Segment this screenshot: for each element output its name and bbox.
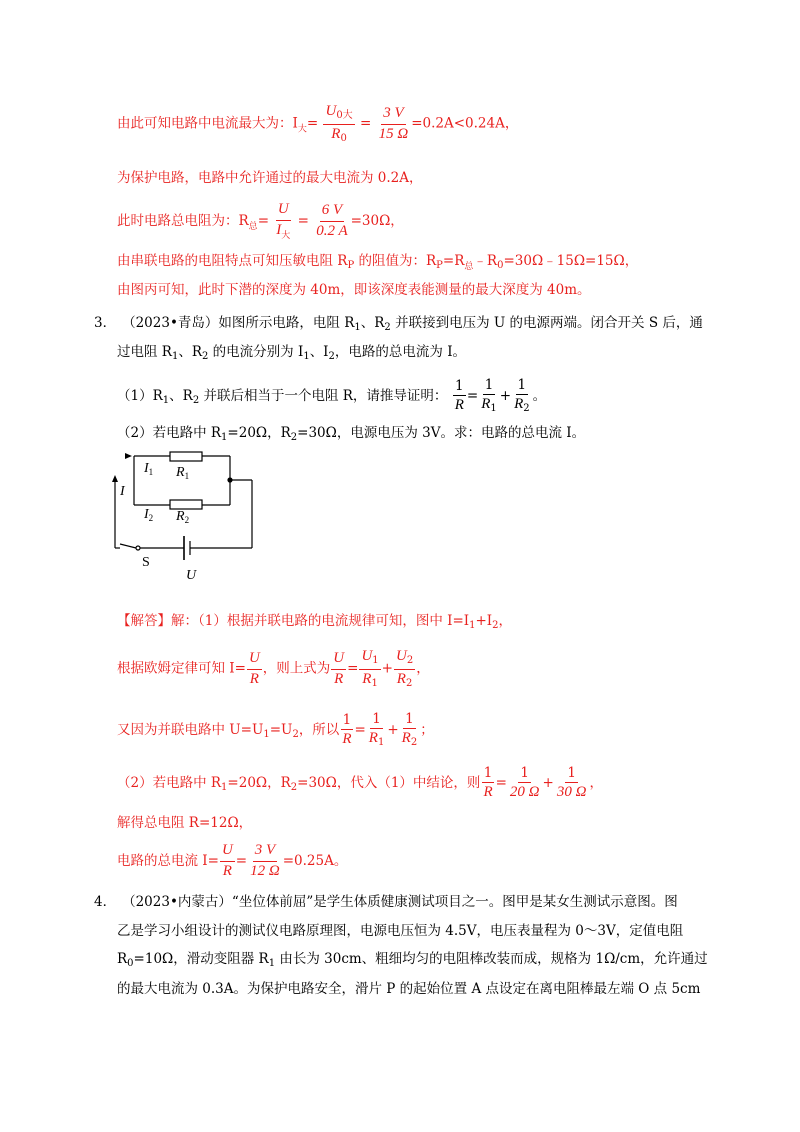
- fraction-u0-over-r0: $\frac{U_{0大}}{R_0}$: [325, 103, 353, 144]
- fraction-3v-over-15ohm: $\frac{3 V}{15 \Omega}$: [378, 104, 409, 142]
- answer3-line-1: 【解答】解：（1）根据并联电路的电流规律可知，图中 $I=I_1+I_2$，: [117, 613, 513, 631]
- answer3-line-2: 根据欧姆定律可知 I= $\frac{U}{R}$ ，则上式为 $\frac{U}{R}$ = $\frac{U_1}{R_1}$ + $\frac{U_2}{R_2}$ ，: [117, 648, 430, 689]
- label-s: S: [142, 555, 150, 570]
- prev-solution-line-5: 由图丙可知，此时下潜的深度为 40m，即该深度表能测量的最大深度为 40m。: [117, 282, 591, 298]
- prev-solution-line-3: 此时电路总电阻为：$R_总=$ $\frac{U}{I_大}$ = $\frac{6 V}{0.2 A}$ =30Ω，: [117, 201, 404, 241]
- q4-line-3: $R_0=10\Omega$，滑动变阻器 $R_1$ 由长为 30cm、粗细均匀的电阻棒改装而成，规格为 1Ω/cm，允许通过: [117, 951, 708, 969]
- prev-solution-line-2: 为保护电路，电路中允许通过的最大电流为 0.2A，: [117, 170, 423, 186]
- prev-solution-line-1: 由此可知电路中电流最大为：$I_大=$ $\frac{U_{0大}}{R_0}$ = $\frac{3 V}{15 \Omega}$ =0.2A<0.24A，: [117, 103, 519, 144]
- answer3-line-5: 解得总电阻 R=12Ω，: [117, 815, 253, 831]
- label-r1: $R_1$: [176, 465, 190, 481]
- label-r2: $R_2$: [176, 509, 190, 525]
- q3-line-1: 3． （2023•青岛）如图所示电路，电阻 $R_1$、$R_2$ 并联接到电压为 U 的电源两端。闭合开关 S 后，通: [94, 315, 703, 333]
- label-u: U: [186, 568, 197, 583]
- parallel-circuit-diagram: [110, 448, 280, 588]
- answer-tag: 【解答】: [117, 613, 171, 629]
- prev-solution-line-4: 由串联电路的电阻特点可知压敏电阻 $R_P$ 的阻值为：$R_P=R_总﹣R_0=30\Omega﹣15\Omega=15\Omega$，: [117, 253, 639, 272]
- q3-part-1: $(1)R_1$、$R_2$ 并联后相当于一个电阻 R，请推导证明： $\frac{1}{R}$ = $\frac{1}{R_1}$ + $\frac{1}{R_2}$ 。: [117, 377, 547, 415]
- label-i1: $I_1$: [144, 461, 154, 477]
- q3-line-2: 过电阻 $R_1$、$R_2$ 的电流分别为 $I_1$、$I_2$，电路的总电流为 I。: [117, 344, 467, 362]
- q3-part-2: （2）若电路中 $R_1=20\Omega$，$R_2=30\Omega$，电源电压为 3V。求：电路的总电流 I。: [117, 425, 586, 443]
- answer3-line-3: 又因为并联电路中 $U=U_1=U_2$，所以 $\frac{1}{R}$ = $\frac{1}{R_1}$ + $\frac{1}{R_2}$ ；: [117, 711, 434, 749]
- q4-line-1: 4． （2023•内蒙古）“坐位体前屈”是学生体质健康测试项目之一。图甲是某女生测试示意图。图: [94, 894, 678, 910]
- fraction-u-over-imax: $\frac{U}{I_大}$: [276, 201, 291, 241]
- answer3-line-6: 电路的总电流 I= $\frac{U}{R}$ = $\frac{3 V}{12 \Omega}$ =0.25A。: [117, 842, 348, 879]
- answer3-line-4: （2）若电路中 $R_1=20\Omega$，$R_2=30\Omega$，代入（1）中结论，则 $\frac{1}{R}$ = $\frac{1}{20 \Omega}$ + $\frac{1}{30 \Omega}$ ，: [117, 765, 603, 801]
- q4-line-2: 乙是学习小组设计的测试仪电路原理图，电源电压恒为 4.5V，电压表量程为 0～3V，定值电阻: [117, 923, 684, 939]
- label-i: I: [120, 484, 125, 499]
- label-i2: $I_2$: [144, 507, 154, 523]
- fraction-6v-over-0.2a: $\frac{6 V}{0.2 A}$: [316, 202, 348, 240]
- q4-line-4: 的最大电流为 0.3A。为保护电路安全，滑片 P 的起始位置 A 点设定在离电阻棒最左端 O 点 5cm: [117, 981, 701, 997]
